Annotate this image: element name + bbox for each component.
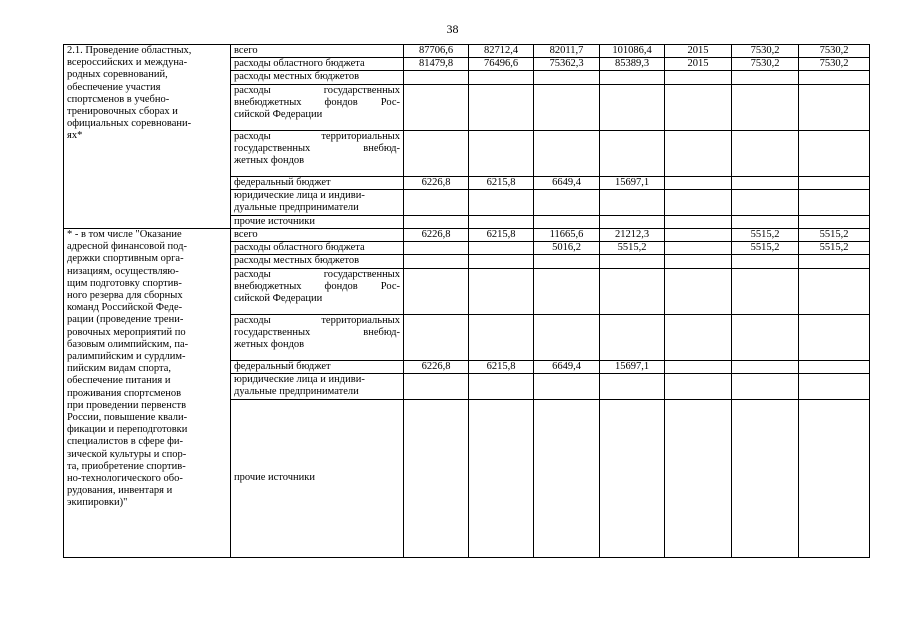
value-cell (665, 71, 732, 84)
value-cell (404, 130, 469, 176)
funding-source (231, 255, 404, 268)
value-cell (799, 71, 870, 84)
value-cell: 5515,2 (732, 242, 799, 255)
value-cell (534, 84, 600, 130)
value-cell: 5515,2 (799, 229, 870, 242)
funding-source-line: расходы областного бюджета (234, 58, 365, 70)
funding-source-line: дуальные предприниматели (234, 202, 359, 214)
value-cell (799, 215, 870, 228)
value-cell (600, 399, 665, 557)
value-cell (600, 255, 665, 268)
value-cell: 75362,3 (534, 58, 600, 71)
value-cell (732, 255, 799, 268)
value-cell (799, 255, 870, 268)
description-line: зической культуры и спор- (67, 448, 187, 460)
funding-source (231, 176, 404, 189)
value-cell: 7530,2 (799, 45, 870, 58)
description-line: рудования, инвентаря и (67, 485, 173, 497)
description-line: пийским видам спорта, (67, 363, 172, 375)
description-line: низациям, осуществляю- (67, 265, 179, 277)
value-cell (469, 314, 534, 360)
section-description (64, 45, 231, 229)
value-cell (469, 130, 534, 176)
funding-source-line: сийской Федерации (234, 293, 323, 305)
value-cell (469, 268, 534, 314)
value-cell: 101086,4 (600, 45, 665, 58)
value-cell (469, 373, 534, 399)
description-line: 2.1. Проведение областных, (67, 45, 192, 56)
description-line: тренировочных сборах и (67, 106, 178, 118)
value-cell (469, 84, 534, 130)
description-line: та, приобретение спортив- (67, 460, 186, 472)
funding-source (231, 58, 404, 71)
value-cell (404, 189, 469, 215)
description-line: при проведении первенств (67, 399, 187, 411)
value-cell (732, 71, 799, 84)
funding-source-line: юридические лица и индиви- (234, 373, 365, 385)
funding-source (231, 399, 404, 557)
value-cell (534, 399, 600, 557)
value-cell (469, 399, 534, 557)
value-cell: 21212,3 (600, 229, 665, 242)
value-cell (534, 215, 600, 228)
value-cell: 6215,8 (469, 229, 534, 242)
value-cell (732, 189, 799, 215)
value-cell (732, 360, 799, 373)
value-cell (665, 229, 732, 242)
value-cell (469, 242, 534, 255)
value-cell (534, 189, 600, 215)
value-cell (600, 84, 665, 130)
value-cell (404, 242, 469, 255)
value-cell (600, 314, 665, 360)
value-cell (665, 399, 732, 557)
funding-source-line: прочие источники (234, 215, 315, 227)
value-cell: 76496,6 (469, 58, 534, 71)
value-cell (732, 84, 799, 130)
value-cell (732, 373, 799, 399)
description-line: родных соревнований, (67, 69, 168, 81)
value-cell: 85389,3 (600, 58, 665, 71)
funding-source-line: всего (234, 229, 258, 241)
funding-source-line: расходы местных бюджетов (234, 71, 360, 83)
value-cell: 81479,8 (404, 58, 469, 71)
funding-source-line: расходы территориальных (234, 314, 400, 326)
value-cell (665, 360, 732, 373)
value-cell (469, 189, 534, 215)
value-cell: 15697,1 (600, 176, 665, 189)
funding-source-line: федеральный бюджет (234, 176, 331, 188)
value-cell (799, 373, 870, 399)
value-cell (404, 255, 469, 268)
value-cell: 7530,2 (732, 45, 799, 58)
funding-source (231, 71, 404, 84)
value-cell (732, 399, 799, 557)
value-cell (404, 314, 469, 360)
value-cell (799, 399, 870, 557)
description-line: базовым олимпийским, па- (67, 338, 189, 350)
value-cell (404, 373, 469, 399)
funding-source (231, 45, 404, 58)
description-line: спортсменов в учебно- (67, 93, 170, 105)
description-line: экипировки)" (67, 497, 128, 509)
value-cell: 6226,8 (404, 176, 469, 189)
value-cell: 6226,8 (404, 360, 469, 373)
value-cell (534, 373, 600, 399)
value-cell: 82712,4 (469, 45, 534, 58)
funding-source-line: прочие источники (234, 472, 315, 484)
value-cell (534, 130, 600, 176)
value-cell (404, 399, 469, 557)
value-cell (534, 314, 600, 360)
value-cell (799, 130, 870, 176)
value-cell (534, 255, 600, 268)
description-line: проживания спортсменов (67, 387, 182, 399)
table-row (64, 229, 870, 242)
value-cell: 6649,4 (534, 360, 600, 373)
value-cell (600, 130, 665, 176)
funding-source (231, 373, 404, 399)
description-line: России, повышение квали- (67, 412, 188, 424)
funding-source-line: внебюджетных фондов Рос- (234, 280, 400, 292)
value-cell: 5515,2 (799, 242, 870, 255)
value-cell (732, 130, 799, 176)
funding-source-line: расходы государственных (234, 84, 400, 96)
funding-source (231, 84, 404, 130)
value-cell (665, 242, 732, 255)
value-cell (799, 84, 870, 130)
value-cell (665, 255, 732, 268)
value-cell (799, 189, 870, 215)
funding-source (231, 360, 404, 373)
value-cell (665, 373, 732, 399)
value-cell (600, 189, 665, 215)
value-cell: 82011,7 (534, 45, 600, 58)
value-cell: 6649,4 (534, 176, 600, 189)
description-line: официальных соревновани- (67, 118, 192, 130)
funding-source (231, 215, 404, 228)
value-cell: 6215,8 (469, 176, 534, 189)
funding-source (231, 314, 404, 360)
value-cell (534, 268, 600, 314)
budget-table (63, 44, 870, 558)
description-line: ях* (67, 130, 83, 142)
description-line: команд Российской Феде- (67, 302, 183, 314)
value-cell (600, 268, 665, 314)
description-line: фикации и переподготовки (67, 424, 188, 436)
funding-source-line: всего (234, 45, 258, 56)
funding-source-line: жетных фондов (234, 339, 305, 351)
value-cell: 5515,2 (732, 229, 799, 242)
funding-source-line: расходы государственных (234, 268, 400, 280)
description-line: щим подготовку спортив- (67, 277, 182, 289)
value-cell (665, 189, 732, 215)
value-cell (732, 176, 799, 189)
value-cell: 87706,6 (404, 45, 469, 58)
description-line: но-технологического обо- (67, 473, 183, 485)
page-number: 38 (446, 22, 459, 36)
funding-source (231, 130, 404, 176)
value-cell (404, 268, 469, 314)
funding-source (231, 242, 404, 255)
value-cell: 2015 (665, 45, 732, 58)
value-cell: 7530,2 (732, 58, 799, 71)
value-cell (665, 176, 732, 189)
description-line: обеспечение участия (67, 81, 161, 93)
value-cell: 6215,8 (469, 360, 534, 373)
funding-source-line: юридические лица и индиви- (234, 189, 365, 201)
value-cell (534, 71, 600, 84)
value-cell (469, 255, 534, 268)
funding-source-line: расходы территориальных (234, 130, 400, 142)
funding-source-line: расходы местных бюджетов (234, 255, 360, 267)
value-cell (665, 268, 732, 314)
value-cell (665, 215, 732, 228)
table-body (64, 45, 870, 558)
description-line: обеспечение питания и (67, 375, 171, 387)
value-cell (665, 130, 732, 176)
funding-source-line: жетных фондов (234, 155, 305, 167)
value-cell (799, 176, 870, 189)
description-line: специалистов в сфере фи- (67, 436, 184, 448)
description-line: держки спортивным орга- (67, 253, 184, 265)
value-cell (665, 84, 732, 130)
value-cell: 11665,6 (534, 229, 600, 242)
description-line: ралимпийским и сурдлим- (67, 351, 186, 363)
value-cell (469, 71, 534, 84)
value-cell: 5016,2 (534, 242, 600, 255)
value-cell (469, 215, 534, 228)
funding-source-line: дуальные предприниматели (234, 386, 359, 398)
value-cell (404, 215, 469, 228)
funding-source-line: федеральный бюджет (234, 360, 331, 372)
funding-source-line: расходы областного бюджета (234, 242, 365, 254)
value-cell: 6226,8 (404, 229, 469, 242)
description-line: * - в том числе "Оказание (67, 229, 182, 241)
value-cell (799, 268, 870, 314)
funding-source (231, 229, 404, 242)
value-cell: 5515,2 (600, 242, 665, 255)
value-cell: 15697,1 (600, 360, 665, 373)
funding-source (231, 268, 404, 314)
value-cell (600, 373, 665, 399)
funding-source-line: сийской Федерации (234, 109, 323, 121)
description-line: рации (проведение трени- (67, 314, 184, 326)
section-description (64, 229, 231, 558)
value-cell (799, 314, 870, 360)
value-cell: 2015 (665, 58, 732, 71)
funding-source-line: государственных внебюд- (234, 142, 400, 154)
value-cell (799, 360, 870, 373)
value-cell: 7530,2 (799, 58, 870, 71)
funding-source-line: внебюджетных фондов Рос- (234, 96, 400, 108)
value-cell (600, 71, 665, 84)
table-row (64, 45, 870, 58)
description-line: всероссийских и междуна- (67, 57, 188, 69)
value-cell (732, 314, 799, 360)
value-cell (404, 71, 469, 84)
value-cell (600, 215, 665, 228)
value-cell (732, 215, 799, 228)
description-line: ного резерва для сборных (67, 290, 183, 302)
funding-source-line: государственных внебюд- (234, 326, 400, 338)
value-cell (665, 314, 732, 360)
funding-source (231, 189, 404, 215)
value-cell (732, 268, 799, 314)
description-line: адресной финансовой под- (67, 241, 187, 253)
value-cell (404, 84, 469, 130)
description-line: ровочных мероприятий по (67, 326, 186, 338)
